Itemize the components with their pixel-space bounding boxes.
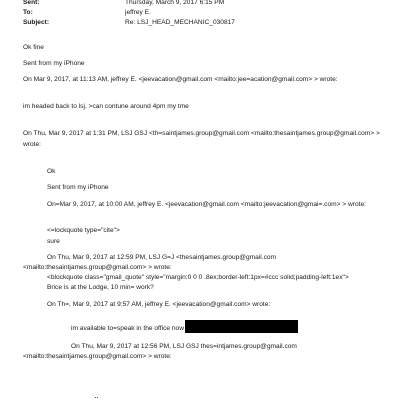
subject-value: Re: LSJ_HEAD_MECHANIC_030817	[125, 19, 235, 26]
body-line-ok-fine: Ok fine	[23, 44, 44, 51]
body-line-quote-header-cont: <mailto:thesaintjames.group@gmail.com> > wrote:	[23, 264, 172, 271]
body-line-quote-header: On Th=, Mar 9, 2017 at 9:57 AM, jeffrey E. <jeevacation@gmail.com> wrote:	[47, 301, 271, 308]
body-line-ok: Ok	[47, 168, 56, 175]
header-subject-row	[23, 19, 235, 27]
body-line-quote-header: On Thu, Mar 9, 2017 at 1:31 PM, LSJ GSJ <th=saintjames.group@gmail.com <mailto:thesaintjames.group@gmail.com> >	[23, 130, 380, 137]
body-line-blockquote-tag: <=lockquote type="cite">	[47, 227, 120, 234]
header-to-row	[23, 9, 151, 17]
body-line-sure: sure	[47, 238, 60, 245]
body-line-headed-back: im headed back to lsj. >can contune around 4pm my tme	[23, 103, 189, 110]
sent-value: Thursday, March 9, 2017 6:15 PM	[125, 0, 225, 6]
to-label: To:	[23, 9, 33, 16]
body-line-quote-header: On Thu, Mar 9, 2017 at 12:59 PM, LSJ G=J <thesaintjames.group@gmail.com	[47, 254, 277, 261]
body-line-sent-from-iphone: Sent from my iPhone	[23, 60, 85, 67]
body-line-quote-header: On Mar 9, 2017, at 11:13 AM, jeffrey E. <jeevacation@gmail.com <mailto:jee=acation@gmail.com> > wrote:	[23, 76, 338, 83]
header-sent-row	[23, 0, 224, 7]
redaction-bar	[185, 320, 298, 333]
scan-speck	[95, 397, 96, 398]
body-line-available: im available to=speak in the office now	[71, 325, 184, 332]
subject-label: Subject:	[23, 19, 50, 26]
to-value: jeffrey E.	[125, 9, 151, 16]
body-line-quote-header: On=Mar 9, 2017, at 10:00 AM, jeffrey E. <jeevacation@gmail.com <mailto:jeevacation@gmai=.com> > wrote:	[47, 201, 366, 208]
body-line-quote-header: On Thu, Mar 9, 2017 at 12:56 PM, LSJ GSJ thes=intjames.group@gmail.com	[71, 343, 297, 350]
scan-speck	[97, 397, 98, 398]
sent-label: Sent:	[23, 0, 40, 6]
body-line-quote-header-cont: <mailto:thesaintjames.group@gmail.com> > wrote:	[23, 353, 172, 360]
body-line-brice-lodge: Brice is at the Lodge, 10 min= work?	[47, 284, 154, 291]
body-line-blockquote-style: <blockquote class="gmail_quote" style="margin:0 0 0 .8ex;border-left:1px=#ccc solid;padding-left:1ex">	[47, 274, 349, 281]
body-line-quote-header-cont: wrote:	[23, 141, 41, 148]
body-line-sent-from-iphone: Sent from my iPhone	[47, 184, 109, 191]
